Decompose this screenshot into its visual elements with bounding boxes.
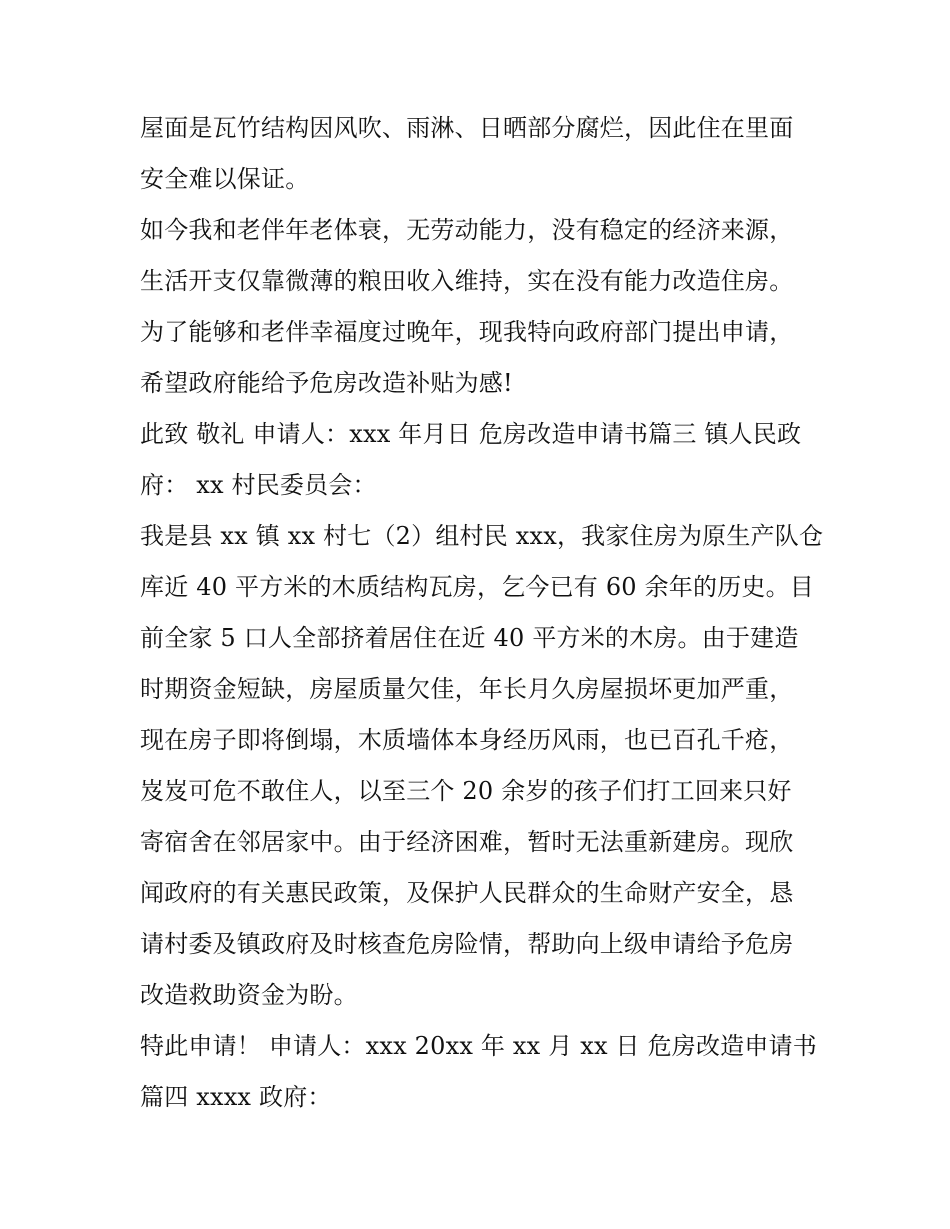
document-body [140,103,824,1123]
text-line: 请村委及镇政府及时核查危房险情，帮助向上级申请给予危房 [140,930,794,958]
text-line: 前全家 5 口人全部挤着居住在近 40 平方米的木房。由于建造 [140,624,799,652]
text-line: 寄宿舍在邻居家中。由于经济困难，暂时无法重新建房。现欣 [140,828,794,856]
text-line: 希望政府能给予危房改造补贴为感! [140,369,513,397]
text-line: 闻政府的有关惠民政策，及保护人民群众的生命财产安全，恳 [140,879,794,907]
text-line: 库近 40 平方米的木质结构瓦房，乞今已有 60 余年的历史。目 [140,573,814,601]
text-line: 此致 敬礼 申请人：xxx 年月日 危房改造申请书篇三 镇人民政 [140,420,802,448]
text-line: 现在房子即将倒塌，木质墙体本身经历风雨，也已百孔千疮， [140,726,794,754]
text-line: 篇四 xxxx 政府： [140,1083,332,1111]
text-line: 改造救助资金为盼。 [140,981,358,1009]
text-line: 特此申请！ 申请人：xxx 20xx 年 xx 月 xx 日 危房改造申请书 [140,1032,817,1060]
text-line: 岌岌可危不敢住人，以至三个 20 余岁的孩子们打工回来只好 [140,777,792,805]
text-line: 如今我和老伴年老体衰，无劳动能力，没有稳定的经济来源， [140,216,794,244]
text-line: 为了能够和老伴幸福度过晚年，现我特向政府部门提出申请， [140,318,794,346]
text-line: 生活开支仅靠微薄的粮田收入维持，实在没有能力改造住房。 [140,267,794,295]
text-line: 时期资金短缺，房屋质量欠佳，年长月久房屋损坏更加严重， [140,675,794,703]
text-line: 府： xx 村民委员会： [140,471,377,499]
text-line: 屋面是瓦竹结构因风吹、雨淋、日晒部分腐烂，因此住在里面 [140,114,794,142]
text-line: 安全难以保证。 [140,165,310,193]
text-line: 我是县 xx 镇 xx 村七（2）组村民 xxx，我家住房为原生产队仓 [140,522,824,550]
